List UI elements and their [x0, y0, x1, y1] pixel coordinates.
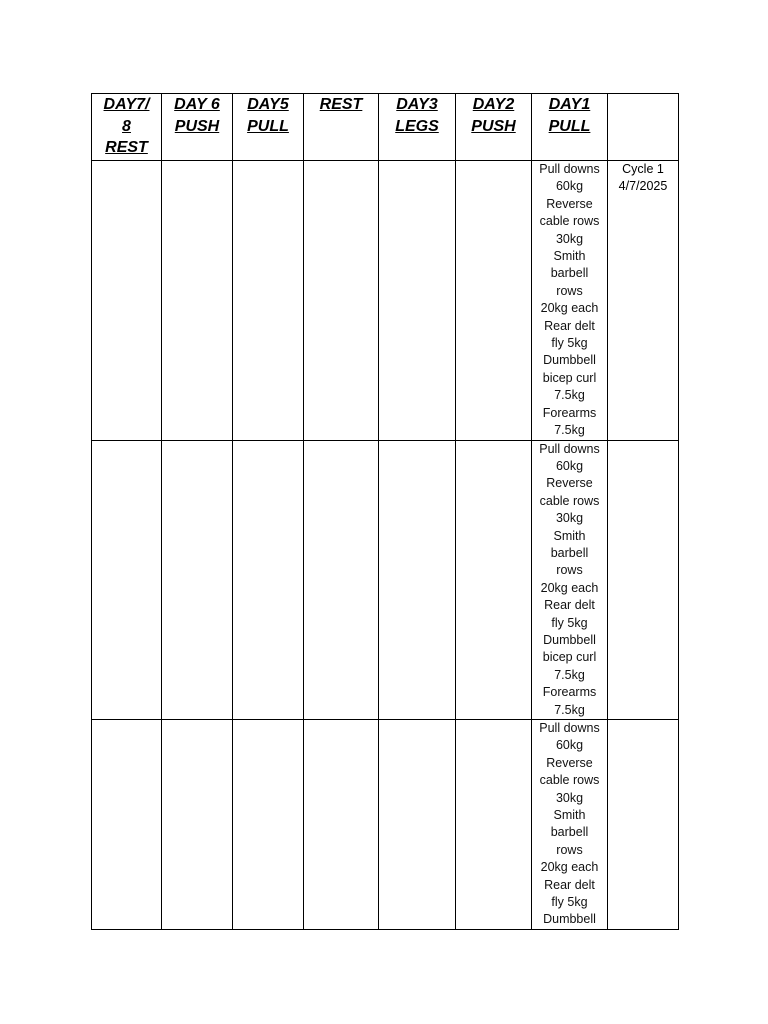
table-row: [92, 440, 679, 720]
cell-text-line: Cycle 1: [622, 162, 664, 176]
cell-text-line: Rear delt: [544, 877, 595, 892]
cell-cycle: [608, 720, 679, 930]
cell-text-line: 7.5kg: [554, 667, 585, 682]
cell-rest: [304, 440, 379, 720]
cell-text-line: cable rows: [539, 773, 600, 788]
cell-text-line: Rear delt: [544, 318, 595, 333]
cell-text-line: cable rows: [539, 214, 600, 229]
cell-text-line: 20kg each: [540, 860, 599, 875]
cell-text-line: rows: [556, 283, 583, 298]
cell-text-line: rows: [556, 842, 583, 857]
cell-text-line: fly 5kg: [551, 895, 588, 910]
cell-cycle: [608, 440, 679, 720]
cell-text-line: Smith: [553, 808, 586, 823]
cell-text-line: 30kg: [555, 790, 584, 805]
cell-text-line: 60kg: [555, 458, 584, 473]
cell-text-line: 30kg: [555, 231, 584, 246]
cell-day6: [162, 161, 233, 441]
cell-text-line: Smith: [553, 249, 586, 264]
table-row: [92, 720, 679, 930]
cell-text-line: 60kg: [555, 179, 584, 194]
table-row: [92, 161, 679, 441]
cell-day6: [162, 720, 233, 930]
cell-text-line: 7.5kg: [554, 423, 585, 438]
cell-cycle: [608, 161, 679, 441]
header-day5-pull: DAY5 PULL: [233, 94, 304, 161]
header-rest: REST: [304, 94, 379, 161]
cell-rest: [304, 720, 379, 930]
cell-text-line: barbell: [550, 545, 589, 560]
cell-day1-exercises: [532, 161, 608, 441]
cell-text-line: 7.5kg: [554, 702, 585, 717]
workout-plan-table: [91, 93, 679, 930]
cell-text-line: Pull downs: [539, 441, 600, 456]
cell-text-line: 20kg each: [540, 301, 599, 316]
cell-text-line: Dumbbell: [543, 632, 596, 647]
cell-text-line: Pull downs: [539, 721, 600, 735]
cell-day7-8: [92, 440, 162, 720]
header-day7-8-rest: DAY7/ 8 REST: [92, 94, 162, 161]
cell-text-line: Forearms: [542, 685, 597, 700]
cell-day2: [456, 720, 532, 930]
cell-text-line: bicep curl: [542, 650, 597, 665]
cell-text-line: 20kg each: [540, 580, 599, 595]
cell-text-line: fly 5kg: [551, 615, 588, 630]
cell-day1-exercises: [532, 440, 608, 720]
cell-day5: [233, 440, 304, 720]
header-row: [92, 94, 679, 161]
cell-text-line: barbell: [550, 825, 589, 840]
header-day1-pull: DAY1 PULL: [532, 94, 608, 161]
cell-day7-8: [92, 161, 162, 441]
cell-text-line: fly 5kg: [551, 336, 588, 351]
cell-text-line: 4/7/2025: [618, 179, 668, 194]
cell-day3: [379, 161, 456, 441]
cell-text-line: Forearms: [542, 405, 597, 420]
cell-text-line: Rear delt: [544, 598, 595, 613]
header-day3-legs: DAY3 LEGS: [379, 94, 456, 161]
cell-day7-8: [92, 720, 162, 930]
cell-text-line: Dumbbell: [543, 912, 596, 927]
cell-text-line: Pull downs: [539, 162, 600, 176]
cell-rest: [304, 161, 379, 441]
cell-day2: [456, 161, 532, 441]
cell-text-line: Smith: [553, 528, 586, 543]
cell-text-line: 30kg: [555, 511, 584, 526]
cell-day3: [379, 440, 456, 720]
cell-text-line: 60kg: [555, 738, 584, 753]
cell-text-line: Dumbbell: [543, 353, 596, 368]
cell-day2: [456, 440, 532, 720]
cell-day1-exercises: [532, 720, 608, 930]
cell-text-line: Reverse: [546, 755, 593, 770]
cell-text-line: bicep curl: [542, 370, 597, 385]
cell-day6: [162, 440, 233, 720]
header-day6-push: DAY 6 PUSH: [162, 94, 233, 161]
cell-text-line: 7.5kg: [554, 388, 585, 403]
header-day2-push: DAY2 PUSH: [456, 94, 532, 161]
cell-text-line: Reverse: [546, 476, 593, 491]
cell-text-line: rows: [556, 563, 583, 578]
cell-text-line: cable rows: [539, 493, 600, 508]
cell-text-line: barbell: [550, 266, 589, 281]
header-cycle: [608, 94, 679, 161]
cell-day5: [233, 720, 304, 930]
cell-day5: [233, 161, 304, 441]
cell-day3: [379, 720, 456, 930]
cell-text-line: Reverse: [546, 196, 593, 211]
